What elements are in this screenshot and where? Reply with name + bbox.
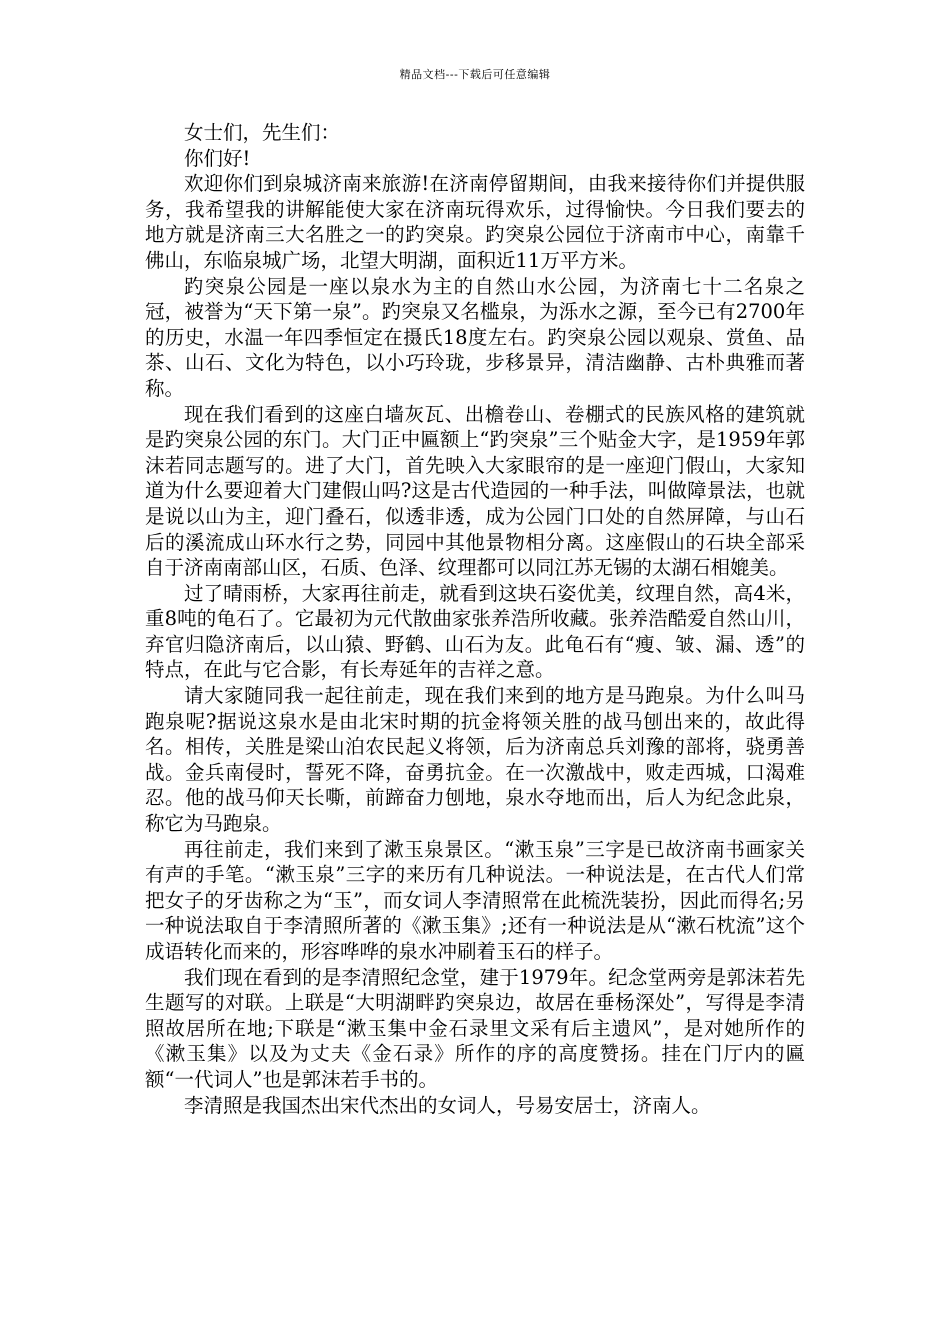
- page-header: 精品文档---下载后可任意编辑: [399, 68, 551, 81]
- paragraph-turtle-stone: 过了晴雨桥，大家再往前走，就看到这块石姿优美，纹理自然，高4米，重8吨的龟石了。它最初为元代散曲家张养浩所收藏。张养浩酷爱自然山川，弃官归隐济南后，以山猿、野鹤、山石为友。此龟石有“瘦、皱、漏、透”的特点，在此与它合影，有长寿延年的吉祥之意。: [145, 581, 805, 682]
- paragraph-greeting: 女士们，先生们：: [184, 121, 341, 144]
- paragraph-li-qingzhao: 李清照是我国杰出宋代杰出的女词人，号易安居士，济南人。: [184, 1093, 711, 1117]
- paragraph-shuyu-spring: 再往前走，我们来到了漱玉泉景区。“漱玉泉”三字是已故济南书画家关有声的手笔。“漱玉泉”三字的来历有几种说法。一种说法是，在古代人们常把女子的牙齿称之为“玉”，而女词人李清照常在此梳洗装扮，因此而得名;另一种说法取自于李清照所著的《漱玉集》;还有一种说法是从“漱石枕流”这个成语转化而来的，形容哗哗的泉水冲刷着玉石的样子。: [145, 837, 805, 963]
- paragraph-hello: 你们好!: [184, 146, 251, 170]
- paragraph-park-intro: 趵突泉公园是一座以泉水为主的自然山水公园，为济南七十二名泉之冠，被誉为“天下第一泉”。趵突泉又名槛泉，为泺水之源，至今已有2700年的历史，水温一年四季恒定在摄氏18度左右。趵突泉公园以观泉、赏鱼、品茶、山石、文化为特色，以小巧玲珑，步移景异，清洁幽静、古朴典雅而著称。: [145, 274, 805, 400]
- document-body: [145, 120, 805, 1118]
- paragraph-mapao-spring: 请大家随同我一起往前走，现在我们来到的地方是马跑泉。为什么叫马跑泉呢?据说这泉水是由北宋时期的抗金将领关胜的战马刨出来的，故此得名。相传，关胜是梁山泊农民起义将领，后为济南总兵刘豫的部将，骁勇善战。金兵南侵时，誓死不降，奋勇抗金。在一次激战中，败走西城，口渴难忍。他的战马仰天长嘶，前蹄奋力刨地，泉水夺地而出，后人为纪念此泉，称它为马跑泉。: [145, 684, 805, 836]
- paragraph-welcome: 欢迎你们到泉城济南来旅游!在济南停留期间，由我来接待你们并提供服务，我希望我的讲解能使大家在济南玩得欢乐，过得愉快。今日我们要去的地方就是济南三大名胜之一的趵突泉。趵突泉公园位于济南市中心，南靠千佛山，东临泉城广场，北望大明湖，面积近11万平方米。: [145, 172, 805, 272]
- paragraph-memorial-hall: 我们现在看到的是李清照纪念堂，建于1979年。纪念堂两旁是郭沫若先生题写的对联。上联是“大明湖畔趵突泉边，故居在垂杨深处”，写得是李清照故居所在地;下联是“漱玉集中金石录里文采有后主遗风”，是对她所作的《漱玉集》以及为丈夫《金石录》所作的序的高度赞扬。挂在门厅内的匾额“一代词人”也是郭沫若手书的。: [145, 965, 805, 1091]
- paragraph-east-gate: 现在我们看到的这座白墙灰瓦、出檐卷山、卷棚式的民族风格的建筑就是趵突泉公园的东门。大门正中匾额上“趵突泉”三个贴金大字，是1959年郭沫若同志题写的。进了大门，首先映入大家眼帘的是一座迎门假山，大家知道为什么要迎着大门建假山吗?这是古代造园的一种手法，叫做障景法，也就是说以山为主，迎门叠石，似透非透，成为公园门口处的自然屏障，与山石后的溪流成山环水行之势，同园中其他景物相分离。这座假山的石块全部采自于济南南部山区，石质、色泽、纹理都可以同江苏无锡的太湖石相媲美。: [145, 402, 805, 580]
